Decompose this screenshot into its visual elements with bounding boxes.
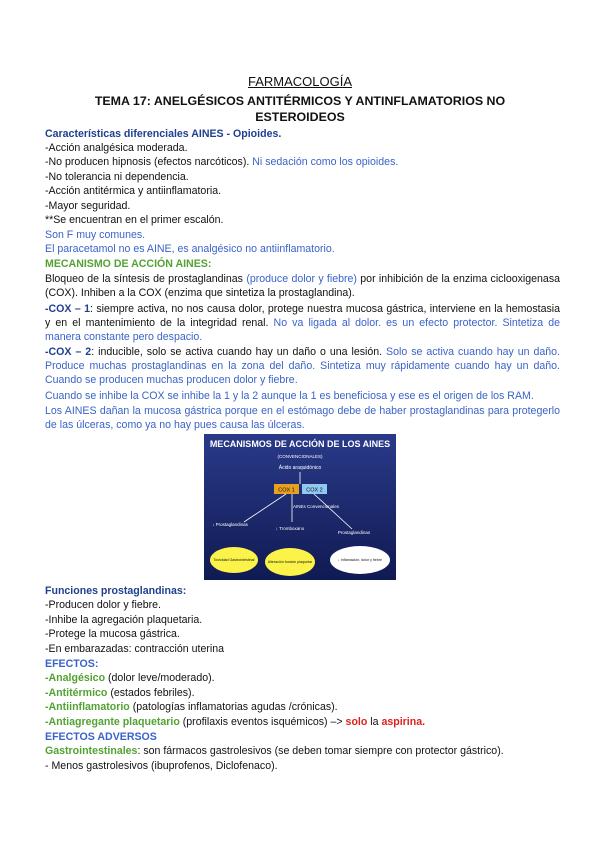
list-item: -Acción analgésica moderada.	[45, 142, 188, 154]
list-item: -Producen dolor y fiebre.	[45, 599, 162, 611]
cox2-label: COX 2	[306, 487, 323, 494]
effect-item: -Antiagregante plaquetario (profilaxis eventos isquémicos) –> solo la aspirina.	[45, 716, 426, 728]
effects-heading: EFECTOS:	[45, 658, 99, 670]
cox2-paragraph: -COX – 2: inducible, solo se activa cuando hay un daño o una lesión. Solo se activa cuando hay un daño. Produce muchas prostaglandinas en la zona del daño. Sintetiza muy rápidamente cuando hay un daño. Cuando se producen muchas producen dolor y fiebre.	[45, 346, 560, 386]
list-item: -Protege la mucosa gástrica.	[45, 628, 180, 640]
functions-heading: Funciones prostaglandinas:	[45, 585, 187, 597]
mechanism-figure	[204, 434, 396, 580]
list-item: -No tolerancia ni dependencia.	[45, 171, 189, 183]
mid-label: ↓ Tromboxano	[275, 526, 305, 531]
list-item: -Mayor seguridad.	[45, 200, 131, 212]
right-label: Prostaglandinas	[337, 530, 371, 535]
list-item: -En embarazadas: contracción uterina	[45, 643, 225, 655]
list-item: **Se encuentran en el primer escalón.	[45, 214, 224, 226]
effect-item: -Antiinflamatorio (patologías inflamatorias agudas /crónicas).	[45, 701, 338, 713]
adverse-less: - Menos gastrolesivos (ibuprofenos, Diclofenaco).	[45, 760, 278, 772]
note-f: Son F muy comunes.	[45, 229, 146, 241]
list-item: -Acción antitérmica y antiinflamatoria.	[45, 185, 222, 197]
cox-inhibition-note: Cuando se inhibe la COX se inhibe la 1 y la 2 aunque la 1 es beneficiosa y ese es el origen de los RAM.	[45, 390, 534, 402]
oval-gi-text: Toxicidad Gastrointestinal	[213, 558, 255, 562]
figure-subtitle: (CONVENCIONALES)	[277, 454, 323, 459]
oval-platelet-text: Alteración función plaquetar	[267, 560, 313, 564]
acid-label: Ácido araquidónico	[278, 465, 322, 471]
mechanism-heading: MECANISMO DE ACCIÓN AINES:	[45, 258, 212, 270]
aine-label: AINEs Convencionales	[292, 504, 340, 509]
effect-item: -Antitérmico (estados febriles).	[45, 687, 195, 699]
note-paracetamol: El paracetamol no es AINE, es analgésico no antiinflamatorio.	[45, 243, 335, 255]
oval-inflammation-text: ↓ Inflamación, dolor y fiebre	[338, 558, 382, 562]
figure-title: MECANISMOS DE ACCIÓN DE LOS AINES	[209, 439, 391, 449]
left-label: ↓ Prostaglandinas	[212, 522, 248, 527]
aines-gastric-note: Los AINES dañan la mucosa gástrica porque en el estómago debe de haber prostaglandinas para protegerlo de las úlceras, como ya no hay pues causa las úlceras.	[45, 405, 560, 431]
topic-title: TEMA 17: ANELGÉSICOS ANTITÉRMICOS Y ANTINFLAMATORIOS NO ESTEROIDEOS	[94, 94, 506, 124]
cox1-paragraph: -COX – 1: siempre activa, no nos causa dolor, protege nuestra mucosa gástrica, interviene en la hemostasia y en el mantenimiento de la integridad renal. No va ligada al dolor. es un efecto protector. Sintetiza de manera constante pero despacio.	[45, 303, 561, 343]
effect-item: -Analgésico (dolor leve/moderado).	[45, 672, 215, 684]
adverse-gi: Gastrointestinales: son fármacos gastrolesivos (se deben tomar siempre con protector gástrico).	[45, 745, 504, 757]
mechanism-paragraph: Bloqueo de la síntesis de prostaglandinas (produce dolor y fiebre) por inhibición de la enzima ciclooxigenasa (COX). Inhiben a la COX (enzima que sintetiza la prostaglandina).	[45, 273, 561, 299]
differences-heading: Características diferenciales AINES - Opioides.	[45, 128, 282, 140]
adverse-heading: EFECTOS ADVERSOS	[45, 731, 157, 743]
list-item: -Inhibe la agregación plaquetaria.	[45, 614, 203, 626]
list-item: -No producen hipnosis (efectos narcóticos). Ni sedación como los opioides.	[45, 156, 399, 168]
subject-title: FARMACOLOGÍA	[247, 74, 353, 89]
cox1-label: COX 1	[278, 487, 295, 494]
